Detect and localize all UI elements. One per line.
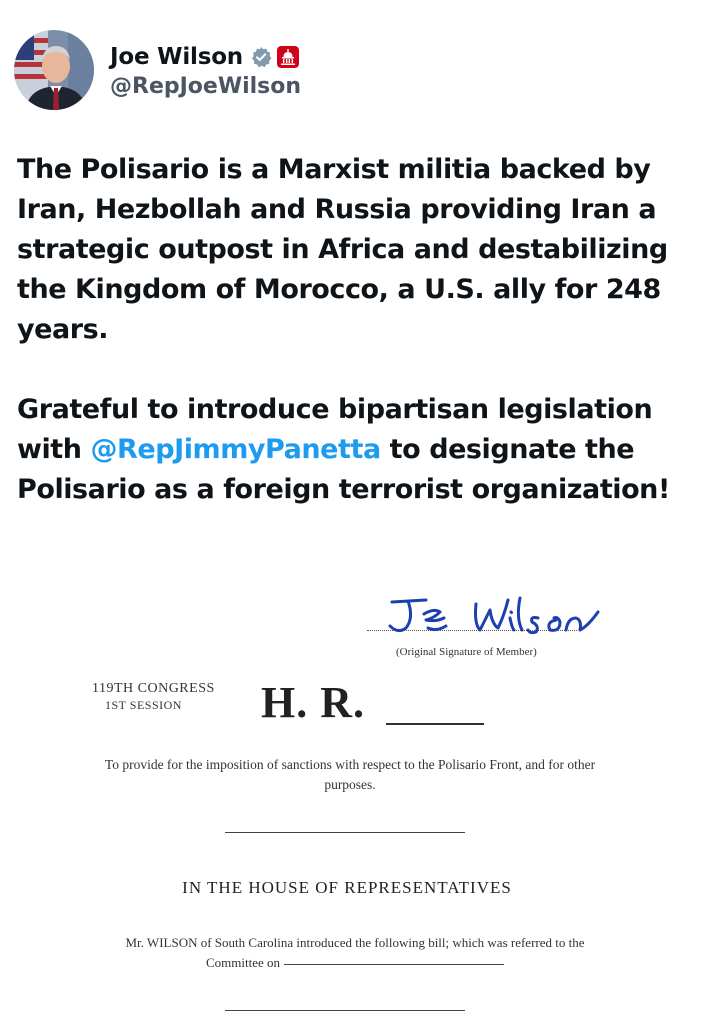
handwritten-signature (380, 588, 610, 648)
tweet-text-segment: Grateful to introduce bipartisan legislation with (17, 394, 653, 465)
introduction-text (95, 933, 615, 973)
tweet-text (17, 150, 689, 510)
session-label: 1ST SESSION (105, 698, 182, 712)
bill-document-image[interactable] (0, 560, 701, 1024)
user-handle[interactable]: @RepJoeWilson (110, 73, 302, 99)
verified-badge-icon (250, 46, 272, 68)
chamber-heading: IN THE HOUSE OF REPRESENTATIVES (182, 878, 512, 897)
us-capitol-icon (277, 46, 299, 68)
avatar[interactable] (14, 30, 94, 110)
display-name[interactable]: Joe Wilson (110, 43, 243, 70)
bill-number: H. R. (261, 678, 365, 727)
divider (225, 832, 465, 833)
introduction-sentence: Mr. WILSON of South Carolina introduced the following bill; which was referred to the Committee on (125, 935, 585, 970)
tweet-header (14, 30, 301, 110)
tweet-paragraph (17, 390, 689, 510)
tweet-paragraph: The Polisario is a Marxist militia backed by Iran, Hezbollah and Russia providing Iran a strategic outpost in Africa and destabilizing the Kingdom of Morocco, a U.S. ally for 248 years. (17, 154, 668, 345)
bill-purpose: To provide for the imposition of sanctions with respect to the Polisario Front, and for other purposes. (104, 757, 596, 792)
congress-session (92, 680, 215, 714)
congress-label: 119TH CONGRESS (92, 681, 215, 696)
mention-link[interactable]: @RepJimmyPanetta (90, 434, 381, 465)
committee-blank (284, 964, 504, 965)
bill-number-blank (386, 723, 484, 725)
signature-caption: (Original Signature of Member) (396, 646, 537, 658)
divider (225, 1010, 465, 1011)
tweet-text-segment: to designate the Polisario as a foreign terrorist organization! (17, 434, 670, 505)
